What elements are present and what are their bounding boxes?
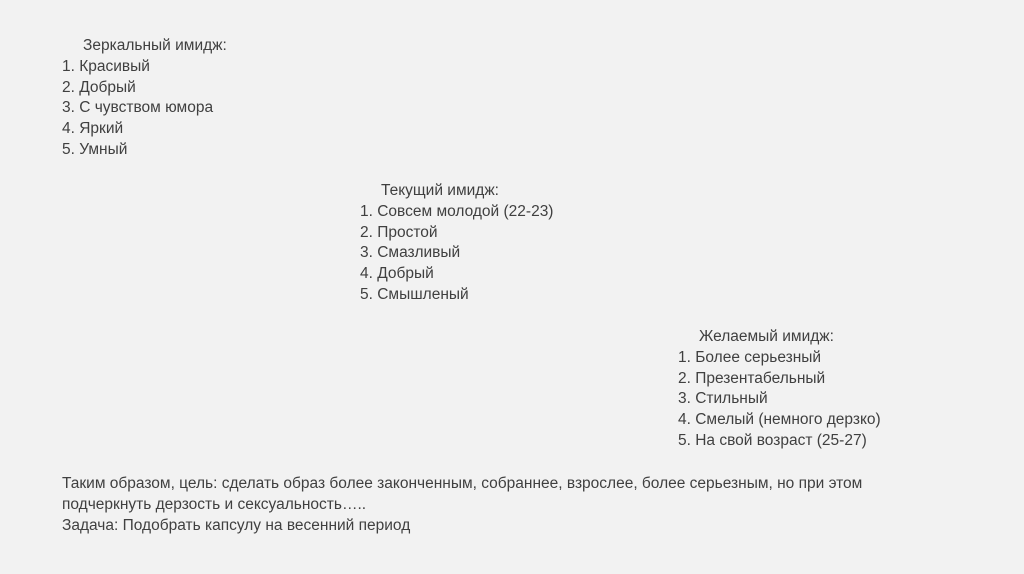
mirror-image-item: 3. С чувством юмора: [62, 99, 214, 117]
desired-image-item: 4. Смелый (немного дерзко): [678, 411, 881, 429]
mirror-image-heading: Зеркальный имидж:: [83, 37, 227, 54]
desired-image-item: 3. Стильный: [678, 390, 768, 408]
current-image-item: 1. Совсем молодой (22-23): [360, 202, 554, 220]
current-image-item: 5. Смышленый: [360, 285, 469, 303]
current-image-item: 4. Добрый: [360, 265, 434, 283]
desired-image-heading: Желаемый имидж:: [699, 328, 834, 345]
mirror-image-item: 4. Яркий: [62, 120, 124, 138]
current-image-item: 2. Простой: [360, 223, 438, 241]
mirror-image-block: [62, 36, 227, 161]
current-image-heading: Текущий имидж:: [381, 182, 499, 199]
goal-text: Таким образом, цель: сделать образ более законченным, собраннее, взрослее, более серьезным, но при этом подчеркнуть дерзость и сексуальность…..: [62, 475, 863, 513]
current-image-block: [360, 181, 553, 306]
desired-image-item: 1. Более серьезный: [678, 348, 822, 366]
mirror-image-item: 5. Умный: [62, 140, 128, 158]
mirror-image-item: 1. Красивый: [62, 57, 150, 75]
desired-image-block: [678, 327, 881, 452]
conclusion-block: [62, 474, 942, 536]
desired-image-item: 2. Презентабельный: [678, 369, 826, 387]
mirror-image-item: 2. Добрый: [62, 78, 136, 96]
task-text: Задача: Подобрать капсулу на весенний период: [62, 516, 411, 534]
desired-image-item: 5. На свой возраст (25-27): [678, 431, 867, 449]
current-image-item: 3. Смазливый: [360, 244, 461, 262]
